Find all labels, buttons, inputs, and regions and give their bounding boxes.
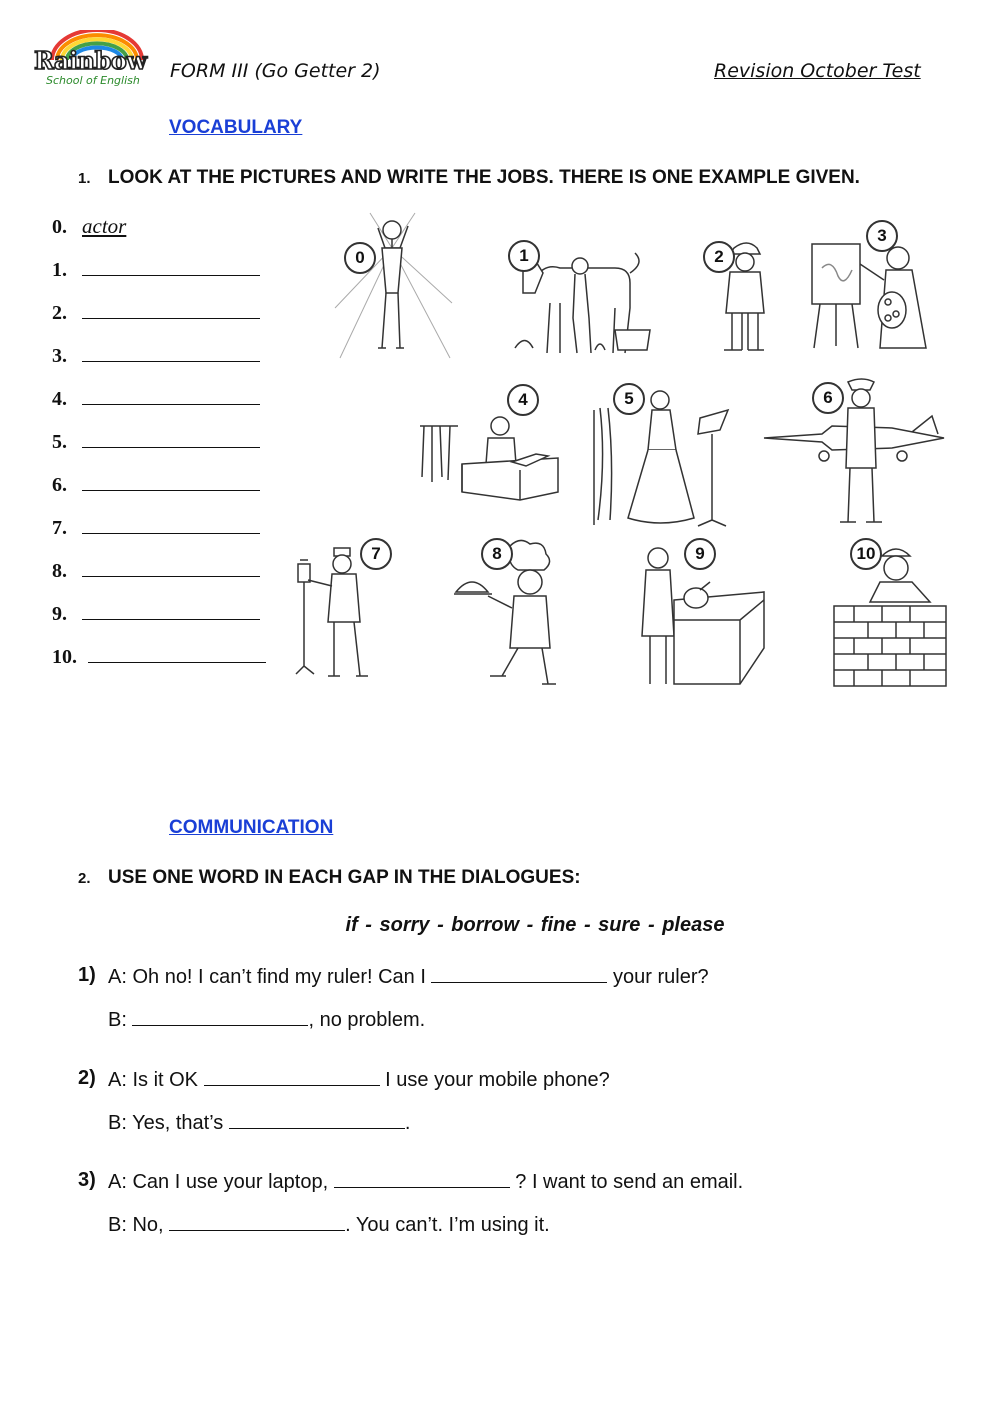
picture-number-badge: 10: [850, 538, 882, 570]
picture-number-badge: 8: [481, 538, 513, 570]
pilot-picture: [762, 376, 947, 526]
answer-blank[interactable]: [82, 300, 260, 319]
answer-blank[interactable]: [82, 558, 260, 577]
dialogue-number: 2): [78, 1067, 96, 1089]
test-title: Revision October Test: [714, 60, 921, 82]
list-item: [52, 257, 260, 282]
answer-blank[interactable]: [82, 257, 260, 276]
list-item: [52, 300, 260, 325]
task-1-text: LOOK AT THE PICTURES AND WRITE THE JOBS. THERE IS ONE EXAMPLE GIVEN.: [108, 167, 860, 188]
dialogue-line-b: [108, 1212, 550, 1237]
communication-heading: COMMUNICATION: [169, 817, 334, 838]
list-item: [52, 429, 260, 454]
line-text: your ruler?: [613, 966, 709, 988]
item-number: 1.: [52, 259, 67, 281]
item-number: 3.: [52, 345, 67, 367]
line-text: B:: [108, 1009, 127, 1031]
example-answer: actor: [82, 214, 127, 238]
line-text: , no problem.: [308, 1009, 426, 1031]
item-number: 0.: [52, 216, 67, 238]
list-item: [52, 558, 260, 583]
answer-blank[interactable]: [88, 644, 266, 663]
picture-number-badge: 4: [507, 384, 539, 416]
item-number: 7.: [52, 517, 67, 539]
picture-number-badge: 7: [360, 538, 392, 570]
list-item: [52, 601, 260, 626]
item-number: 9.: [52, 603, 67, 625]
builder-picture: [830, 536, 950, 690]
item-number: 8.: [52, 560, 67, 582]
list-item: [52, 644, 266, 669]
line-text: A: Oh no! I can’t find my ruler! Can I: [108, 966, 426, 988]
line-text: A: Can I use your laptop,: [108, 1171, 329, 1193]
task-1-instruction: [78, 167, 860, 189]
dialogue-line-a: [108, 1169, 743, 1194]
nurse-picture: [294, 536, 399, 684]
picture-number-badge: 1: [508, 240, 540, 272]
line-text: . You can’t. I’m using it.: [345, 1214, 550, 1236]
firefighter-picture: [702, 238, 772, 356]
form-title: FORM III (Go Getter 2): [170, 60, 381, 82]
item-number: 4.: [52, 388, 67, 410]
line-text: .: [404, 1112, 411, 1134]
answer-gap[interactable]: [204, 1067, 380, 1086]
singer-picture: [588, 380, 738, 532]
answer-gap[interactable]: [229, 1110, 405, 1129]
vet-picture: [636, 536, 771, 688]
answer-gap[interactable]: [132, 1007, 308, 1026]
list-item: [52, 515, 260, 540]
task-2-text: USE ONE WORD IN EACH GAP IN THE DIALOGUES:: [108, 867, 581, 888]
dialogue-line-b: [108, 1007, 425, 1032]
answer-blank[interactable]: [82, 386, 260, 405]
school-logo: [32, 30, 157, 94]
answer-blank[interactable]: [82, 343, 260, 362]
farmer-picture: [505, 238, 655, 358]
picture-number-badge: 0: [344, 242, 376, 274]
picture-number-badge: 9: [684, 538, 716, 570]
line-text: I use your mobile phone?: [385, 1069, 610, 1091]
dialogue-line-a: [108, 1067, 610, 1092]
painter-picture: [808, 218, 933, 350]
dialogue-number: 3): [78, 1169, 96, 1191]
line-text: B: No,: [108, 1214, 164, 1236]
logo-subtitle: School of English: [46, 74, 140, 87]
picture-number-badge: 5: [613, 383, 645, 415]
word-bank: if - sorry - borrow - fine - sure - please: [345, 914, 725, 936]
task-1-number: 1.: [78, 170, 91, 187]
line-text: B: Yes, that’s: [108, 1112, 224, 1134]
list-item: [52, 343, 260, 368]
actor-picture: [330, 208, 455, 368]
picture-number-badge: 2: [703, 241, 735, 273]
list-item: [52, 214, 126, 239]
answer-gap[interactable]: [169, 1212, 345, 1231]
task-2-number: 2.: [78, 870, 91, 887]
answer-blank[interactable]: [82, 429, 260, 448]
list-item: [52, 386, 260, 411]
chef-picture: [448, 536, 563, 688]
vocabulary-heading: VOCABULARY: [169, 117, 303, 138]
item-number: 5.: [52, 431, 67, 453]
item-number: 6.: [52, 474, 67, 496]
answer-gap[interactable]: [334, 1169, 510, 1188]
line-text: A: Is it OK: [108, 1069, 199, 1091]
shop-assistant-picture: [418, 382, 563, 524]
line-text: ? I want to send an email.: [515, 1171, 744, 1193]
answer-blank[interactable]: [82, 515, 260, 534]
task-2-instruction: [78, 867, 581, 889]
answer-blank[interactable]: [82, 472, 260, 491]
list-item: [52, 472, 260, 497]
logo-word: Rainbow: [34, 46, 147, 75]
answer-blank[interactable]: [82, 601, 260, 620]
dialogue-line-b: [108, 1110, 410, 1135]
item-number: 2.: [52, 302, 67, 324]
dialogue-number: 1): [78, 964, 96, 986]
picture-number-badge: 3: [866, 220, 898, 252]
item-number: 10.: [52, 646, 77, 668]
picture-number-badge: 6: [812, 382, 844, 414]
answer-gap[interactable]: [431, 964, 607, 983]
dialogue-line-a: [108, 964, 709, 989]
